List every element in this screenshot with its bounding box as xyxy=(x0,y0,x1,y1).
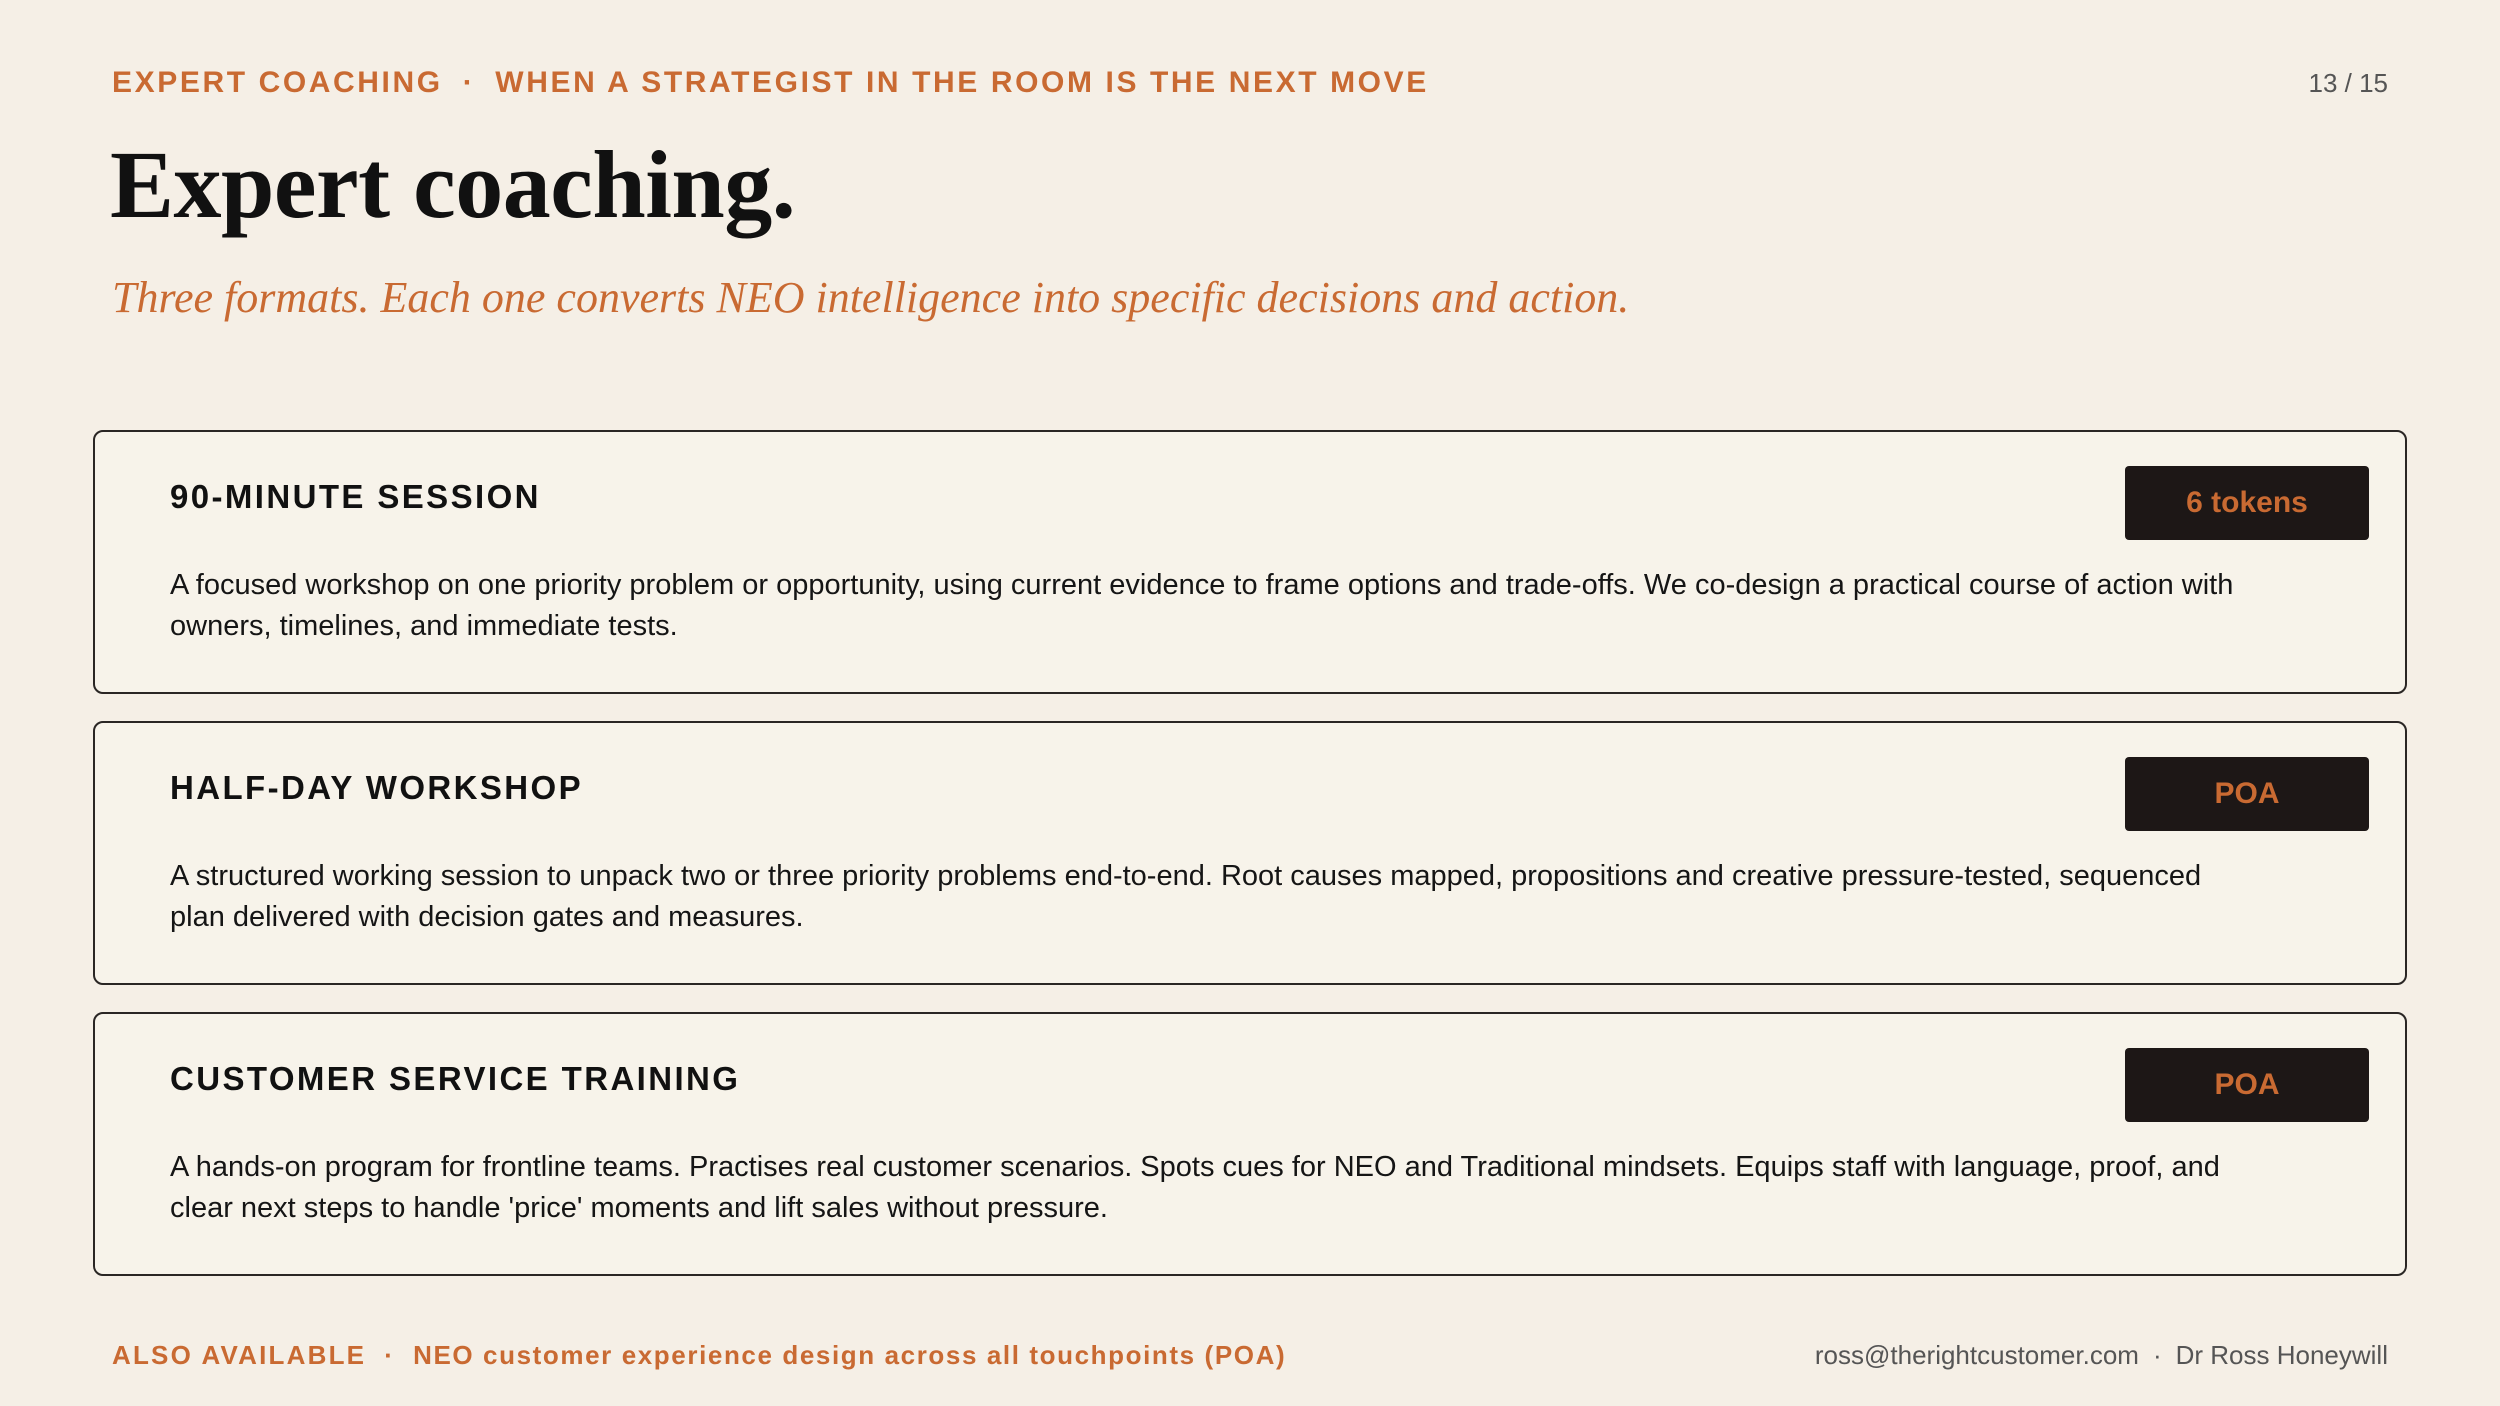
format-card-customer-service-training xyxy=(93,1012,2407,1276)
contact-separator: · xyxy=(2152,1340,2162,1370)
card-title: HALF-DAY WORKSHOP xyxy=(170,769,583,806)
also-available-text: NEO customer experience design across all touchpoints (POA) xyxy=(413,1340,1287,1370)
eyebrow-secondary: WHEN A STRATEGIST IN THE ROOM IS THE NEXT MOVE xyxy=(495,66,1429,99)
contact-info xyxy=(1815,1340,2388,1371)
eyebrow xyxy=(112,66,1429,100)
card-title: 90-MINUTE SESSION xyxy=(170,478,541,515)
price-badge: 6 tokens xyxy=(2125,466,2369,540)
eyebrow-primary: EXPERT COACHING xyxy=(112,66,443,99)
coaching-formats-list xyxy=(93,430,2407,1303)
card-description: A focused workshop on one priority problem or opportunity, using current evidence to frame options and trade-offs. We co-design a practical course of action with owners, timelines, and immediate tests. xyxy=(170,569,2234,642)
format-card-90-minute-session xyxy=(93,430,2407,694)
format-card-half-day-workshop xyxy=(93,721,2407,985)
eyebrow-separator: · xyxy=(462,66,476,99)
also-available-note xyxy=(112,1340,1286,1371)
page-title: Expert coaching. xyxy=(110,131,796,238)
card-description: A hands-on program for frontline teams. Practises real customer scenarios. Spots cues for NEO and Traditional mindsets. Equips staff with language, proof, and clear next steps to handle 'price' moments and lift sales without pressure. xyxy=(170,1151,2220,1224)
footer-separator: · xyxy=(384,1340,396,1370)
also-available-label: ALSO AVAILABLE xyxy=(112,1340,367,1370)
contact-author: Dr Ross Honeywill xyxy=(2175,1340,2388,1370)
card-title: CUSTOMER SERVICE TRAINING xyxy=(170,1060,741,1097)
page-indicator: 13 / 15 xyxy=(2308,68,2388,98)
price-badge: POA xyxy=(2125,757,2369,831)
page-subtitle: Three formats. Each one converts NEO intelligence into specific decisions and action. xyxy=(112,273,1630,322)
card-description: A structured working session to unpack two or three priority problems end-to-end. Root causes mapped, propositions and creative pressure-tested, sequenced plan delivered with decision gates and measures. xyxy=(170,860,2202,933)
contact-email: ross@therightcustomer.com xyxy=(1814,1340,2139,1370)
price-badge: POA xyxy=(2125,1048,2369,1122)
